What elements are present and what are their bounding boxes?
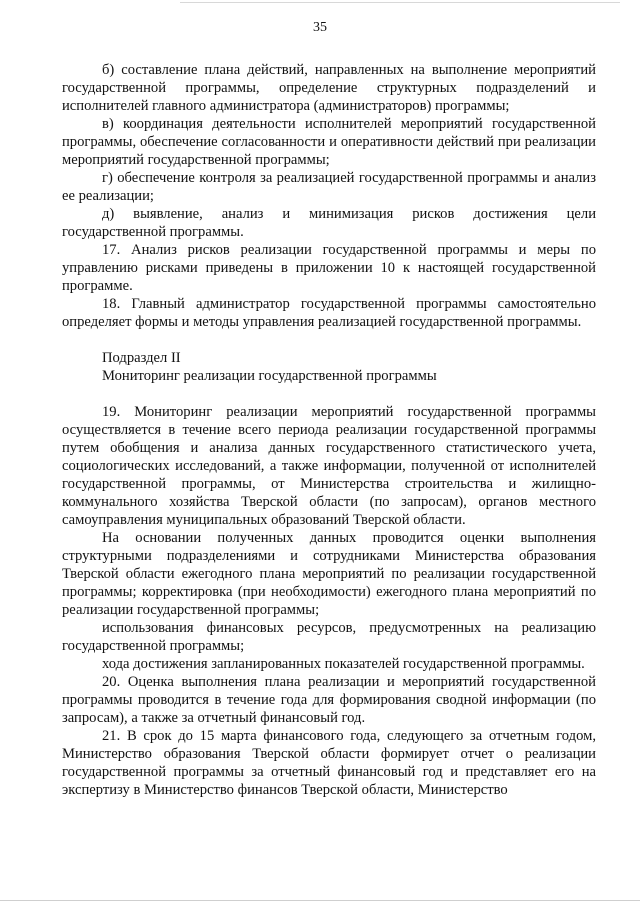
document-body: [62, 61, 596, 799]
subsection-label: Подраздел II: [102, 350, 181, 366]
scan-edge-bottom: [0, 900, 640, 901]
paragraph-19: 19. Мониторинг реализации мероприятий государственной программы осуществляется в течение всего периода реализации государственной программы путем обобщения и анализа данных государственного статистического учета, социологических исследований, а также информации, полученной от исполнителей государственной программы, от Министерства строительства и жилищно-коммунального хозяйства Тверской области (по запросам), органов местного самоуправления муниципальных образований Тверской области.: [62, 404, 596, 528]
paragraph-item-v: в) координация деятельности исполнителей мероприятий государственной программы, обеспечение согласованности и оперативности действий при реализации мероприятий государственной программы;: [62, 116, 596, 168]
paragraph-20: 20. Оценка выполнения плана реализации и мероприятий государственной программы проводится в течение года для формирования сводной информации (по запросам), а также за отчетный финансовый год.: [62, 674, 596, 726]
subsection-heading: [62, 349, 596, 385]
paragraph-17: 17. Анализ рисков реализации государственной программы и меры по управлению рисками приведены в приложении 10 к настоящей государственной программе.: [62, 242, 596, 294]
paragraph-21: 21. В срок до 15 марта финансового года, следующего за отчетным годом, Министерство образования Тверской области формирует отчет о реализации государственной программы за отчетный финансовый год и представляет его на экспертизу в Министерство финансов Тверской области, Министерство: [62, 728, 596, 798]
page-number: 35: [313, 20, 327, 35]
paragraph-item-g: г) обеспечение контроля за реализацией государственной программы и анализ ее реализации;: [62, 170, 596, 204]
paragraph-item-b: б) составление плана действий, направленных на выполнение мероприятий государственной программы, определение структурных подразделений и исполнителей главного администратора (администраторов) программы;: [62, 62, 596, 114]
paragraph-19-financial: использования финансовых ресурсов, предусмотренных на реализацию государственной программы;: [62, 620, 596, 654]
paragraph-18: 18. Главный администратор государственной программы самостоятельно определяет формы и методы управления реализацией государственной программы.: [62, 296, 596, 330]
paragraph-19-assessment: На основании полученных данных проводится оценки выполнения структурными подразделениями и сотрудниками Министерства образования Тверской области ежегодного плана мероприятий по реализации государственной программы; корректировка (при необходимости) ежегодного плана мероприятий по реализации государственной программы;: [62, 530, 596, 618]
paragraph-item-d: д) выявление, анализ и минимизация рисков достижения цели государственной программы.: [62, 206, 596, 240]
scan-edge-top: [180, 2, 620, 3]
subsection-title: Мониторинг реализации государственной программы: [102, 368, 437, 384]
paragraph-19-indicators: хода достижения запланированных показателей государственной программы.: [102, 656, 585, 672]
